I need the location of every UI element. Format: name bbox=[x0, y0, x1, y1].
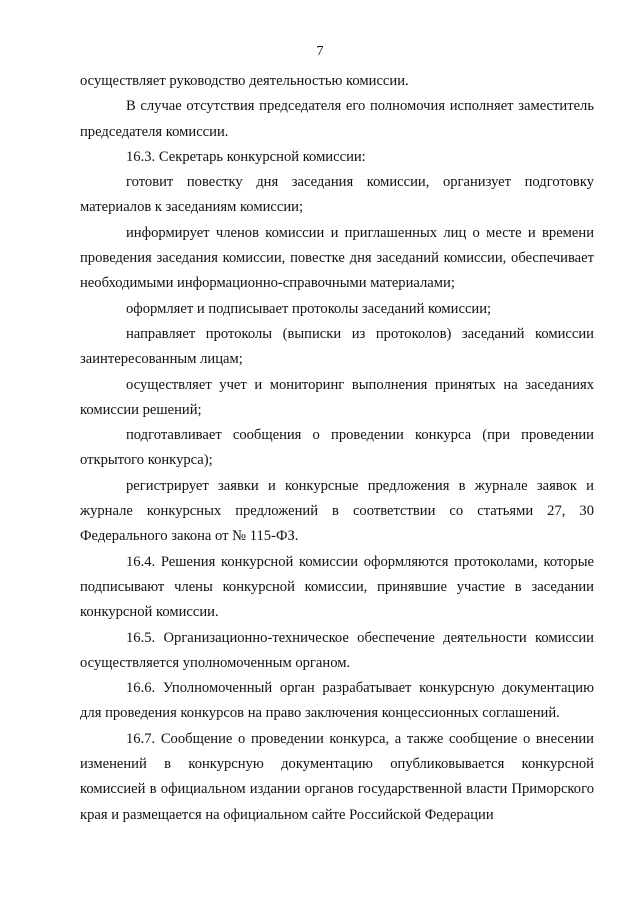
paragraph: 16.5. Организационно-техническое обеспечение деятельности комиссии осуществляется уполномоченным органом. bbox=[80, 629, 594, 671]
paragraph: 16.6. Уполномоченный орган разрабатывает конкурсную документацию для проведения конкурсов на право заключения концессионных соглашений. bbox=[80, 680, 594, 722]
paragraph: В случае отсутствия председателя его полномочия исполняет заместитель председателя комиссии. bbox=[80, 98, 594, 140]
document-body bbox=[80, 69, 594, 828]
paragraph: готовит повестку дня заседания комиссии, организует подготовку материалов к заседаниям комиссии; bbox=[80, 174, 594, 216]
paragraph: 16.4. Решения конкурсной комиссии оформляются протоколами, которые подписывают члены конкурсной комиссии, принявшие участие в заседании конкурсной комиссии. bbox=[80, 553, 594, 621]
paragraph: осуществляет руководство деятельностью комиссии. bbox=[80, 73, 409, 89]
paragraph: подготавливает сообщения о проведении конкурса (при проведении открытого конкурса); bbox=[80, 427, 594, 469]
section-heading: 16.3. Секретарь конкурсной комиссии: bbox=[126, 148, 366, 165]
paragraph: осуществляет учет и мониторинг выполнения принятых на заседаниях комиссии решений; bbox=[80, 376, 594, 418]
paragraph: 16.7. Сообщение о проведении конкурса, а также сообщение о внесении изменений в конкурсную документацию опубликовывается конкурсной комиссией в официальном издании органов государственной власти Приморского края и размещается на официальном сайте Российской Федерации bbox=[80, 730, 594, 823]
paragraph: оформляет и подписывает протоколы заседаний комиссии; bbox=[126, 300, 492, 317]
page-number: 7 bbox=[316, 44, 324, 59]
paragraph: направляет протоколы (выписки из протоколов) заседаний комиссии заинтересованным лицам; bbox=[80, 325, 594, 368]
paragraph: регистрирует заявки и конкурсные предложения в журнале заявок и журнале конкурсных предложений в соответствии со статьями 27, 30 Федерального закона от № 115-ФЗ. bbox=[80, 477, 594, 545]
paragraph: информирует членов комиссии и приглашенных лиц о месте и времени проведения заседания комиссии, повестке дня заседаний комиссии, обеспечивает необходимыми информационно-справочными материалами; bbox=[80, 224, 594, 292]
